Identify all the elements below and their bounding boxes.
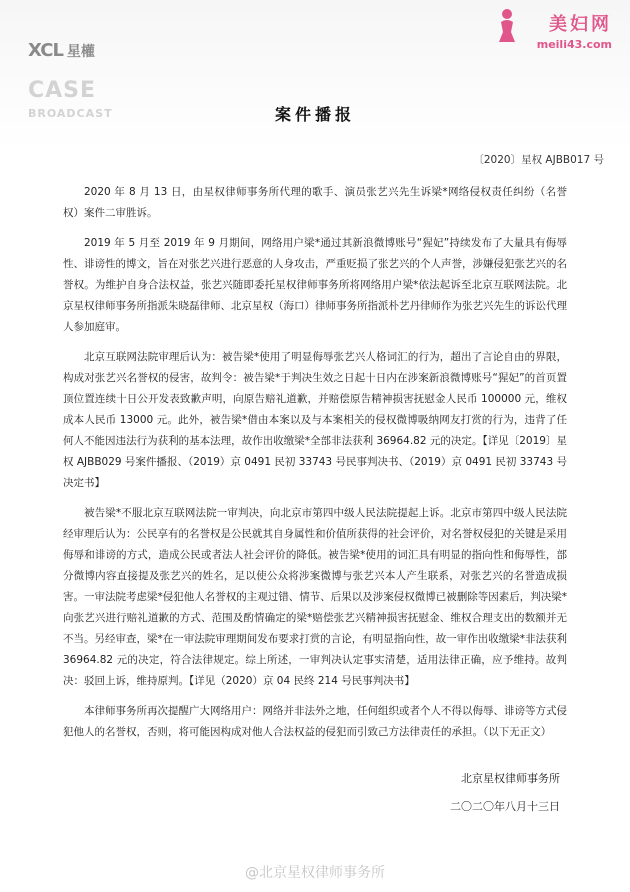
paragraph: 2020 年 8 月 13 日，由星权律师事务所代理的歌手、演员张艺兴先生诉梁*网络侵权责任纠纷（名誉权）案件二审胜诉。 <box>63 186 567 219</box>
document-body <box>63 182 567 752</box>
paragraph: 北京互联网法院审理后认为：被告梁*使用了明显侮辱张艺兴人格词汇的行为，超出了言论自由的界限，构成对张艺兴名誉权的侵害，故判令：被告梁*于判决生效之日起十日内在涉案新浪微博账号“猩妃”的首页置顶位置连续十日公开发表致歉声明，向原告赔礼道歉，并赔偿原告精神损害抚慰金人民币 100000 元，维权成本人民币 13000 元。此外，被告梁*借由本案以及与本案相关的侵权微博吸纳网友打赏的行为，违背了任何人不能因违法行为获利的基本法理，故作出收缴梁*全部非法获利 36964.82 元的决定。【详见〔2019〕星权 AJBB029 号案件播报、（2019）京 0491 民初 33743 号民事判决书、（2019）京 0491 民初 33743 号决定书】 <box>63 351 567 489</box>
header-band <box>0 0 630 150</box>
paragraph: 本律师事务所再次提醒广大网络用户：网络并非法外之地，任何组织或者个人不得以侮辱、诽谤等方式侵犯他人的名誉权，否则，将可能因构成对他人合法权益的侵犯而引致己方法律责任的承担。（以下无正文） <box>63 705 567 738</box>
site-watermark <box>537 10 612 51</box>
document-number: 〔2020〕星权 AJBB017 号 <box>473 154 604 166</box>
weibo-watermark: @北京星权律师事务所 <box>245 865 385 881</box>
document-title: 案件播报 <box>274 105 355 124</box>
watermark-cn: 美妇网 <box>549 14 612 35</box>
signature-org: 北京星权律师事务所 <box>461 772 560 785</box>
case-word: CASE <box>28 78 97 103</box>
paragraph: 2019 年 5 月至 2019 年 9 月期间，网络用户梁*通过其新浪微博账号“猩妃”持续发布了大量具有侮辱性、诽谤性的博文，旨在对张艺兴进行恶意的人身攻击，严重贬损了张艺兴的个人声誉，涉嫌侵犯张艺兴的名誉权。为维护自身合法权益，张艺兴随即委托星权律师事务所将网络用户梁*依法起诉至北京互联网法院。北京星权律师事务所指派朱晓磊律师、北京星权（海口）律师事务所指派朴艺丹律师作为张艺兴先生的诉讼代理人参加庭审。 <box>63 237 567 333</box>
woman-silhouette-icon <box>496 8 518 44</box>
watermark-url: meili43.com <box>536 38 612 51</box>
broadcast-word: BROADCAST <box>28 107 113 120</box>
logo-cn: 星權 <box>66 43 95 60</box>
paragraph: 被告梁*不服北京互联网法院一审判决，向北京市第四中级人民法院提起上诉。北京市第四中级人民法院经审理后认为：公民享有的名誉权是公民就其自身属性和价值所获得的社会评价，对名誉权侵犯的关键是采用侮辱和诽谤的方式，造成公民或者法人社会评价的降低。被告梁*使用的词汇具有明显的指向性和侮辱性，部分微博内容直接提及张艺兴的姓名，足以使公众将涉案微博与张艺兴本人产生联系，对张艺兴的名誉造成损害。一审法院考虑梁*侵犯他人名誉权的主观过错、情节、后果以及涉案侵权微博已被删除等因素后，判决梁*向张艺兴进行赔礼道歉的方式、范围及酌情确定的梁*赔偿张艺兴精神损害抚慰金、维权合理支出的数额并无不当。另经审查，梁*在一审法院审理期间发布要求打赏的言论，有明显指向性，故一审作出收缴梁*非法获利 36964.82 元的决定，符合法律规定。综上所述，一审判决认定事实清楚，适用法律正确，应予维持。故判决：驳回上诉，维持原判。【详见（2020）京 04 民终 214 号民事判决书】 <box>63 507 567 687</box>
logo-mark: XCL <box>28 40 63 61</box>
signature-date: 二〇二〇年八月十三日 <box>450 800 560 813</box>
firm-logo <box>28 40 95 61</box>
